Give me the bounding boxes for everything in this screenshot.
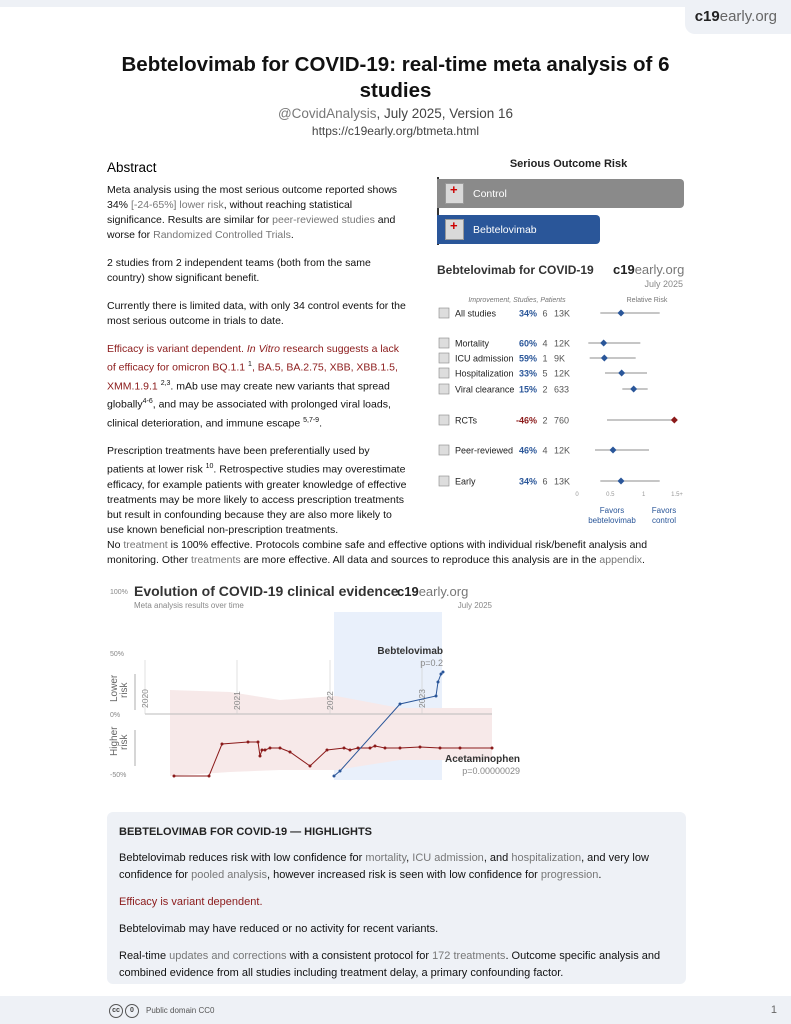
forest-row-pct: 59% [518,353,537,364]
forest-plot [437,258,687,530]
progression-link[interactable]: progression [540,869,599,881]
lower-risk-link[interactable]: lower risk [179,199,224,211]
forest-row-label: Early [455,476,476,487]
hospital-icon [445,219,464,240]
brand-tab [685,0,791,34]
acetaminophen-p: p=0.00000029 [462,766,520,776]
higher-risk-label: Higher [109,726,120,756]
forest-tick: 1.5+ [671,492,683,498]
forest-row-n: 5 [542,368,548,379]
forest-row-n: 6 [542,476,548,487]
bebtelovimab-point [437,681,440,684]
abstract-p5: Prescription treatments have been preferentially used by patients at lower risk $^{10}$. Retrospective studies may overestimate efficacy, for example patients with greater knowledge of effective treatments may be more likely to access prescription treatments but result in confounding because they are also more likely to use known beneficial non-prescription treatments. [107,445,407,536]
forest-tick: 1 [641,492,646,498]
acetaminophen-point [491,747,494,750]
row-icon [439,445,449,455]
row-icon [439,415,449,425]
forest-point [630,386,637,393]
hospital-icon [445,183,464,204]
updates-link[interactable]: updates and corrections [169,950,287,962]
bebtelovimab-p: p=0.2 [420,658,443,668]
forest-point [600,340,607,347]
abstract-heading: Abstract [107,160,157,175]
acetaminophen-point [459,747,462,750]
page-number: 1 [770,1004,777,1016]
highlights-p4: Real-time updates and corrections with a consistent protocol for 172 treatments. Outcome specific analysis and combined evidence from all studies including treatment delay, a primary confounding factor. [119,950,661,979]
forest-header-left: Improvement, Studies, Patients [468,297,566,304]
forest-row-patients: 12K [554,445,571,456]
forest-point [618,478,625,485]
cc-icon: cc [109,1004,123,1018]
highlights-p1: Bebtelovimab reduces risk with low confidence for mortality, ICU admission, and hospitalization, and very low confidence for pooled analysis, however increased risk is seen with low confidence for progression. [119,852,649,881]
row-icon [439,476,449,486]
acetaminophen-point [269,747,272,750]
treatment-bar: + Bebtelovimab [437,215,600,244]
row-icon [439,308,449,318]
pooled-link[interactable]: pooled analysis [191,869,267,881]
bebtelovimab-point [399,703,402,706]
license-text: Public domain CC0 [146,1006,215,1015]
acetaminophen-point [247,741,250,744]
forest-row-n: 1 [542,353,548,364]
footer [0,996,791,1024]
row-icon [439,368,449,378]
forest-point [601,355,608,362]
appendix-link[interactable]: appendix [599,554,643,566]
acetaminophen-point [357,747,360,750]
acetaminophen-point [257,741,260,744]
acetaminophen-point [208,775,211,778]
page-url[interactable]: https://c19early.org/btmeta.html [311,124,480,138]
acetaminophen-point [384,747,387,750]
forest-row-n: 2 [542,384,548,395]
acetaminophen-point [221,743,224,746]
bebtelovimab-label: Bebtelovimab [377,646,443,657]
mortality-link[interactable]: mortality [365,852,407,864]
row-icon [439,353,449,363]
lower-risk-label-2: risk [119,682,130,698]
forest-row-n: 2 [542,415,548,426]
favors-right: Favors control [651,506,677,525]
risk-title: Serious Outcome Risk [509,158,628,170]
lower-risk-label: Lower [109,674,120,702]
forest-row-patients: 12K [554,368,571,379]
forest-row-label: All studies [455,308,497,319]
row-icon [439,384,449,394]
bebtelovimab-point [339,770,342,773]
acetaminophen-point [259,755,262,758]
forest-row-label: Hospitalization [455,368,514,379]
acetaminophen-point [173,775,176,778]
icu-link[interactable]: ICU admission [412,852,484,864]
peer-reviewed-link[interactable]: peer-reviewed studies [272,214,375,226]
hospitalization-link[interactable]: hospitalization [511,852,582,864]
forest-row-pct: -46% [515,415,537,426]
forest-row-patients: 9K [554,353,566,364]
evolution-date: July 2025 [457,601,492,610]
acetaminophen-point [374,745,377,748]
subtitle: @CovidAnalysis, July 2025, Version 16 [277,106,514,121]
rct-link[interactable]: Randomized Controlled Trials [153,229,291,241]
evolution-chart [100,580,520,780]
year-label: 2022 [325,691,335,710]
highlights-heading: BEBTELOVIMAB FOR COVID-19 — HIGHLIGHTS [119,826,373,838]
top-percent: 100% [110,589,128,596]
year-label: 2020 [140,689,150,708]
acetaminophen-point [419,746,422,749]
bebtelovimab-point [442,671,445,674]
forest-tick: 0.5 [606,492,615,498]
abstract-p3: Currently there is limited data, with only 34 control events for the most serious outcome in trials to date. [107,300,406,327]
treatments-link[interactable]: treatments [191,554,241,566]
forest-row-label: ICU admission [455,353,514,364]
ci-link[interactable]: [-24-65%] [130,199,177,211]
forest-header-right: Relative Risk [626,297,668,304]
abstract [107,160,409,551]
forest-row-patients: 13K [554,308,571,319]
higher-risk-label-2: risk [119,734,130,750]
forest-row-n: 6 [542,308,548,319]
favors-left: Favors bebtelovimab [588,506,636,525]
year-label: 2021 [232,691,242,710]
forest-row-pct: 34% [518,476,537,487]
forest-row-label: Viral clearance [455,384,515,395]
forest-row-n: 4 [542,338,548,349]
forest-title: Bebtelovimab for COVID-19 [437,263,594,277]
abstract-p4: Efficacy is variant dependent. In Vitro research suggests a lack of efficacy for omicron BQ.1.1 $^1$, BA.5, BA.2.75, XBB, XBB.1.5, XMM.1.9.1 $^{2,3}$. mAb use may create new variants that spread globally$^{4-6}$, and may be associated with prolonged viral loads, clinical deterioration, and immune escape $^{5,7-9}$. [107,343,400,429]
acetaminophen-point [264,749,267,752]
row-icon [439,338,449,348]
forest-point [671,417,678,424]
forest-point [610,447,617,454]
forest-point [618,370,625,377]
acetaminophen-point [326,749,329,752]
year-label: 2023 [417,689,427,708]
y-0: 0% [110,712,121,719]
acetaminophen-point [343,747,346,750]
forest-row-patients: 12K [554,338,571,349]
treatments-count-link[interactable]: 172 treatments [432,950,506,962]
forest-row-pct: 60% [518,338,537,349]
forest-row-pct: 15% [518,384,537,395]
abstract-p1: Meta analysis using the most serious outcome reported shows 34% [-24-65%] lower risk, without reaching statistical significance. Results are similar for peer-reviewed studies and worse for Randomized Controlled Trials. [107,184,398,241]
bebtelovimab-point [333,775,336,778]
forest-point [618,310,625,317]
page-title: Bebtelovimab for COVID-19: real-time meta analysis of 6 studies [121,53,670,102]
highlights-p3: Bebtelovimab may have reduced or no activity for recent variants. [119,923,439,935]
acetaminophen-point [309,765,312,768]
acetaminophen-label: Acetaminophen [444,754,520,765]
highlights-p2: Efficacy is variant dependent. [119,896,263,908]
evolution-brand: c19early.org [397,584,469,599]
forest-row-label: Peer-reviewed [455,445,514,456]
forest-row-pct: 46% [518,445,537,456]
forest-row-patients: 760 [554,415,570,426]
acetaminophen-point [289,751,292,754]
author-link[interactable]: @CovidAnalysis [277,106,377,121]
brand-logo[interactable]: c19early.org [694,8,777,25]
acetaminophen-point [261,749,264,752]
acetaminophen-point [439,747,442,750]
top-bar [0,0,791,7]
acetaminophen-point [349,749,352,752]
forest-row-pct: 34% [518,308,537,319]
forest-row-patients: 13K [554,476,571,487]
forest-row-label: Mortality [455,338,490,349]
acetaminophen-point [279,747,282,750]
control-bar: + Control [437,179,684,208]
forest-row-patients: 633 [554,384,570,395]
y-neg50: -50% [110,772,127,779]
abstract-p2: 2 studies from 2 independent teams (both from the same country) show significant benefit. [107,257,371,284]
forest-row-n: 4 [542,445,548,456]
evolution-title: Evolution of COVID-19 clinical evidence [134,583,399,599]
cc-icons [109,1004,139,1018]
treatment-note: No treatment is 100% effective. Protocols combine safe and effective options with individual risk/benefit analysis and monitoring. Other treatments are more effective. All data and sources to reproduce this analysis are in the appendix. [107,539,648,566]
forest-brand: c19early.org [613,262,685,277]
forest-row-label: RCTs [455,415,477,426]
zero-icon: 0 [125,1004,139,1018]
forest-date: July 2025 [644,279,683,289]
serious-outcome-risk-chart [437,158,686,251]
forest-row-pct: 33% [518,368,537,379]
y-50: 50% [110,651,125,658]
acetaminophen-point [399,747,402,750]
treatment-link[interactable]: treatment [123,539,168,551]
bebtelovimab-point [435,695,438,698]
forest-tick: 0 [575,492,579,498]
evolution-subtitle: Meta analysis results over time [134,601,244,610]
highlights-box [107,812,686,984]
acetaminophen-point [369,747,372,750]
